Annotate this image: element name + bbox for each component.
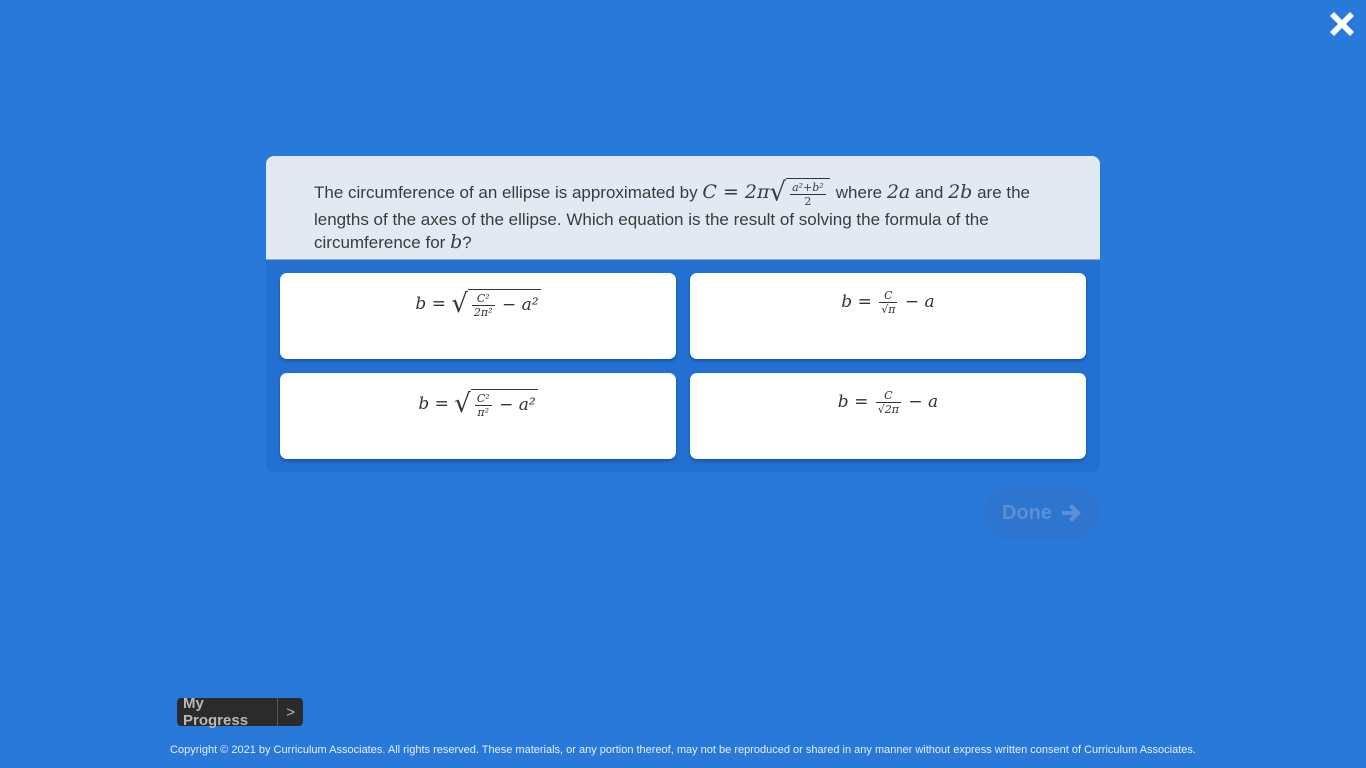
copyright-notice: Copyright © 2021 by Curriculum Associates. All rights reserved. These materials, or any portion thereof, may not be reproduced or shared in any manner without express written consent of Curriculum Associates. [170, 744, 1196, 756]
answer-option-c[interactable]: b = √ $\frac{\text{C²}}{\text{π²}}$ − a² [280, 373, 676, 459]
question-prompt: The circumference of an ellipse is approximated by C = 2π√ $\frac{\text{a²+b²}}{2}$ where 2a and 2b are the lengths of the axes of the ellipse. Which equation is the result of solving the formula of the circumference for b? [266, 156, 1100, 260]
done-label: Done [1002, 501, 1052, 524]
arrow-right-icon [1060, 503, 1082, 523]
close-button[interactable] [1324, 6, 1360, 42]
term-b: b [450, 231, 463, 253]
done-button[interactable] [984, 486, 1100, 540]
question-text: The circumference of an ellipse is approximated by [314, 183, 698, 202]
my-progress-button[interactable] [177, 695, 303, 729]
close-icon [1324, 6, 1360, 42]
answer-option-a[interactable]: b = √ $\frac{\text{C²}}{\text{2π²}}$ − a² [280, 273, 676, 359]
question-card [266, 156, 1100, 472]
answer-option-d[interactable]: b = $\frac{C}{√2\pi}$ − a [690, 373, 1086, 459]
chevron-right-icon: > [277, 698, 303, 726]
my-progress-label: My Progress [183, 695, 249, 729]
term-2b: 2b [948, 181, 973, 203]
circumference-formula: C = 2π√ $\frac{\text{a²+b²}}{2}$ [702, 181, 835, 203]
answer-option-b[interactable]: b = $\frac{C}{√\pi}$ − a [690, 273, 1086, 359]
term-2a: 2a [886, 181, 911, 203]
